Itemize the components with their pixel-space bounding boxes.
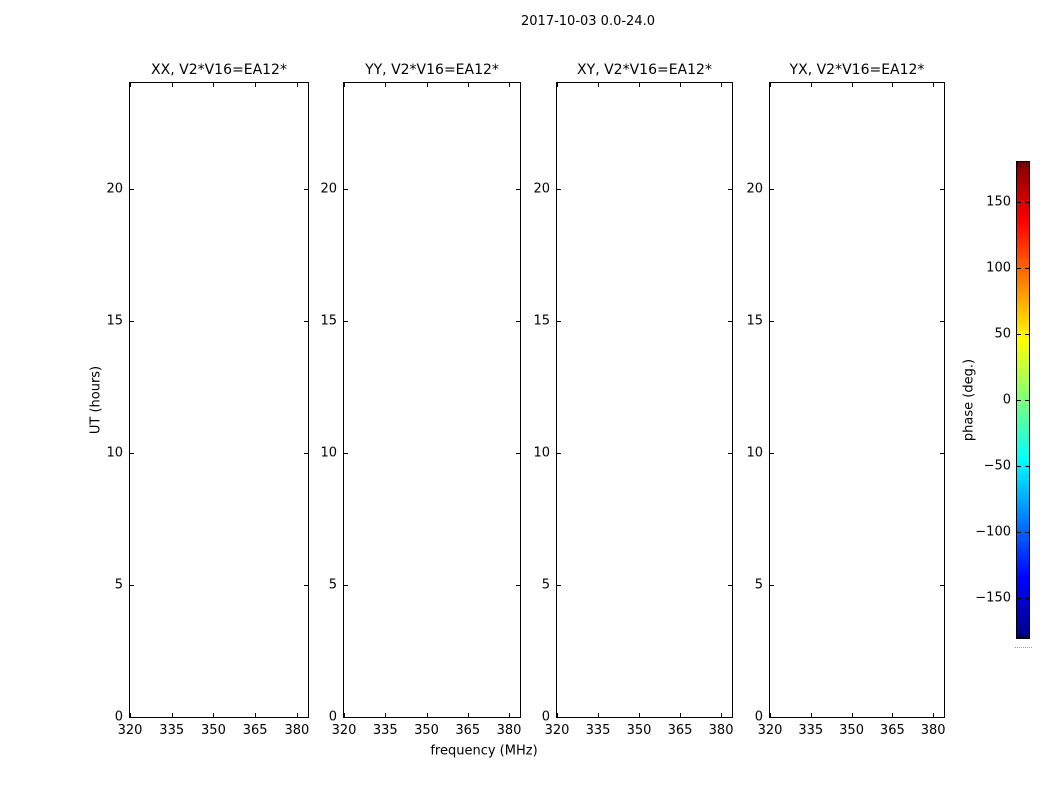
y-tick (940, 453, 944, 454)
y-tick (728, 585, 732, 586)
x-tick (427, 83, 428, 87)
panel-plot-area (320, 62, 522, 738)
x-tick (297, 713, 298, 717)
x-tick-label: 320 (117, 723, 143, 738)
y-tick-label: 0 (754, 709, 763, 725)
x-tick (468, 83, 469, 87)
x-tick (639, 83, 640, 87)
y-tick (516, 585, 520, 586)
x-axis-label: frequency (MHz) (430, 743, 538, 759)
x-tick-label: 335 (372, 723, 398, 738)
colorbar-tick-label: 0 (1002, 392, 1011, 408)
y-tick (940, 189, 944, 190)
y-tick (516, 321, 520, 322)
x-tick (639, 713, 640, 717)
y-tick (557, 321, 561, 322)
y-tick-label: 20 (320, 181, 337, 197)
panel-title: YX, V2*V16=EA12* (789, 62, 925, 78)
colorbar-bottom-edge-marks (1017, 633, 1029, 638)
colorbar-tick (1025, 400, 1029, 401)
x-tick (852, 713, 853, 717)
x-tick-label: 335 (585, 723, 611, 738)
x-tick (721, 83, 722, 87)
y-tick-label: 5 (754, 577, 763, 593)
colorbar (975, 161, 1030, 639)
x-tick-label: 350 (626, 723, 652, 738)
figure-title: 2017-10-03 0.0-24.0 (521, 14, 655, 29)
x-tick (130, 83, 131, 87)
y-axis-label: UT (hours) (88, 365, 104, 435)
y-tick (728, 321, 732, 322)
y-tick (557, 189, 561, 190)
x-tick-label: 320 (544, 723, 570, 738)
x-tick-label: 350 (201, 723, 226, 738)
x-tick-label: 380 (284, 723, 310, 738)
y-tick (728, 189, 732, 190)
x-tick (598, 713, 599, 717)
y-tick-label: 20 (746, 181, 763, 197)
y-tick-label: 15 (746, 313, 763, 329)
y-tick-label: 10 (320, 445, 337, 461)
colorbar-tick (1025, 466, 1029, 467)
x-tick (892, 713, 893, 717)
y-tick (304, 717, 308, 718)
y-tick-label: 5 (541, 577, 550, 593)
y-tick (344, 321, 348, 322)
y-tick (344, 453, 348, 454)
x-tick (721, 713, 722, 717)
colorbar-tick-label: 150 (986, 194, 1011, 210)
y-tick (304, 585, 308, 586)
y-tick (130, 585, 134, 586)
x-tick (385, 713, 386, 717)
x-tick-label: 365 (879, 723, 905, 738)
y-tick-label: 20 (533, 181, 550, 197)
x-tick-label: 365 (667, 723, 693, 738)
x-tick-label: 335 (159, 723, 185, 738)
x-tick (255, 713, 256, 717)
x-tick-label: 350 (414, 723, 439, 738)
y-tick-label: 15 (320, 313, 337, 329)
x-tick (933, 83, 934, 87)
x-tick (557, 83, 558, 87)
x-tick-label: 365 (242, 723, 268, 738)
colorbar-tick (1025, 334, 1029, 335)
y-tick (940, 585, 944, 586)
y-tick-label: 10 (533, 445, 550, 461)
y-tick (940, 321, 944, 322)
colorbar-tick-label: −100 (975, 524, 1011, 540)
y-tick-label: 10 (106, 445, 123, 461)
x-tick-label: 335 (798, 723, 824, 738)
x-tick (213, 713, 214, 717)
x-tick (255, 83, 256, 87)
panel-title: YY, V2*V16=EA12* (365, 62, 499, 78)
colorbar-tick-label: −150 (975, 590, 1011, 606)
x-tick-label: 365 (455, 723, 481, 738)
x-tick (344, 83, 345, 87)
y-tick (728, 453, 732, 454)
y-tick-label: 0 (541, 709, 550, 725)
y-tick (344, 189, 348, 190)
x-tick (172, 713, 173, 717)
y-tick (130, 321, 134, 322)
x-tick (213, 83, 214, 87)
x-tick (468, 713, 469, 717)
x-tick (852, 83, 853, 87)
panel-plot-area (746, 62, 946, 738)
colorbar-tick (1017, 334, 1021, 335)
colorbar-tick (1025, 268, 1029, 269)
colorbar-tick (1017, 202, 1021, 203)
panel-title: XY, V2*V16=EA12* (577, 62, 712, 78)
y-tick (728, 717, 732, 718)
x-tick (933, 713, 934, 717)
y-tick (130, 453, 134, 454)
x-tick-label: 320 (331, 723, 357, 738)
colorbar-top-edge-marks (1017, 162, 1029, 167)
y-tick-label: 15 (533, 313, 550, 329)
colorbar-tick (1017, 400, 1021, 401)
y-tick-label: 10 (746, 445, 763, 461)
y-tick (770, 321, 774, 322)
colorbar-tick (1025, 202, 1029, 203)
x-tick (509, 713, 510, 717)
colorbar-tick (1017, 598, 1021, 599)
y-tick (557, 453, 561, 454)
colorbar-tick (1017, 268, 1021, 269)
x-tick (509, 83, 510, 87)
x-tick-label: 380 (920, 723, 946, 738)
y-tick (130, 717, 134, 718)
panel-title: XX, V2*V16=EA12* (151, 62, 287, 78)
x-tick (598, 83, 599, 87)
x-tick-label: 380 (496, 723, 522, 738)
panel-plot-area (106, 62, 310, 738)
y-tick (557, 717, 561, 718)
y-tick-label: 5 (114, 577, 123, 593)
y-tick-label: 0 (328, 709, 337, 725)
y-tick (557, 585, 561, 586)
y-tick (344, 717, 348, 718)
colorbar-tick (1017, 532, 1021, 533)
x-tick (680, 713, 681, 717)
x-tick (172, 83, 173, 87)
x-tick (811, 713, 812, 717)
colorbar-tick (1017, 466, 1021, 467)
colorbar-tick-label: −50 (983, 458, 1011, 474)
colorbar-tick-label: 50 (994, 326, 1011, 342)
x-tick (892, 83, 893, 87)
y-tick-label: 0 (114, 709, 123, 725)
y-tick (344, 585, 348, 586)
y-tick (516, 453, 520, 454)
y-tick-label: 15 (106, 313, 123, 329)
y-tick (770, 717, 774, 718)
y-tick (130, 189, 134, 190)
x-tick (770, 83, 771, 87)
y-tick-label: 20 (106, 181, 123, 197)
colorbar-tick (1025, 532, 1029, 533)
panel-plot-area (533, 62, 734, 738)
x-tick (385, 83, 386, 87)
y-tick (304, 321, 308, 322)
y-tick (516, 189, 520, 190)
colorbar-dotted-line (1015, 647, 1032, 648)
x-tick-label: 350 (839, 723, 864, 738)
colorbar-label: phase (deg.) (961, 358, 977, 442)
x-tick (427, 713, 428, 717)
y-tick (770, 453, 774, 454)
y-tick (516, 717, 520, 718)
x-tick (680, 83, 681, 87)
y-tick (304, 453, 308, 454)
y-tick (770, 189, 774, 190)
y-tick (940, 717, 944, 718)
colorbar-tick-label: 100 (986, 260, 1011, 276)
colorbar-tick (1025, 598, 1029, 599)
y-tick-label: 5 (328, 577, 337, 593)
x-tick (811, 83, 812, 87)
y-tick (770, 585, 774, 586)
x-tick-label: 380 (708, 723, 734, 738)
x-tick-label: 320 (757, 723, 783, 738)
y-tick (304, 189, 308, 190)
x-tick (297, 83, 298, 87)
